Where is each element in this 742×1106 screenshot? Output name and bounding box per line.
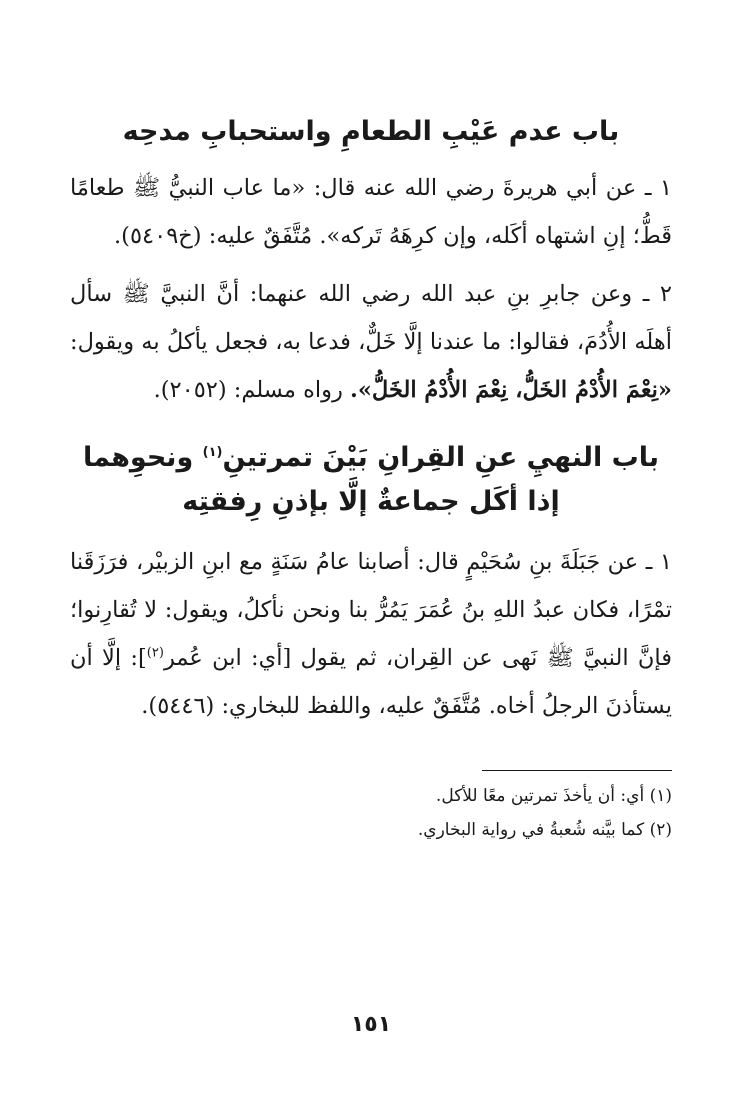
hadith-text: ٢ ـ وعن جابرِ بنِ عبد الله رضي الله عنهما: أنَّ النبيَّ ﷺ سأل أهلَه الأُدُمَ، فقالوا: ما عندنا إلَّا خَلٌّ، فدعا به، فجعل يأكلُ به ويقول: (70, 281, 672, 355)
footnote-item: (٢) كما بيَّنه شُعبةُ في رواية البخاري. (417, 820, 672, 840)
chapter-title-line: ونحوِهما (82, 442, 203, 473)
book-page (70, 100, 672, 847)
footnote-separator (482, 770, 672, 771)
hadith-quote: «نِعْمَ الأُدْمُ الخَلُّ، نِعْمَ الأُدْمُ الخَلُّ». (350, 377, 672, 403)
footnote-item: (١) أي: أن يأخذَ تمرتين معًا للأكل. (435, 786, 672, 806)
page-number: ١٥١ (350, 1012, 392, 1037)
hadith-source: رواه مسلم: (٢٠٥٢). (153, 377, 351, 403)
chapter-title-line: باب النهيِ عنِ القِرانِ بَيْنَ تمرتينِ (222, 442, 660, 473)
chapter-title-2 (70, 436, 672, 524)
hadith-paragraph (70, 270, 672, 414)
hadith-paragraph: ١ ـ عن أبي هريرةَ رضي الله عنه قال: «ما عاب النبيُّ ﷺ طعامًا قَطُّ؛ إنِ اشتهاه أكَله، وإن كرِهَهُ تَركه». مُتَّفَقٌ عليه: (خ٥٤٠٩). (70, 175, 672, 249)
chapter-title-line: إذا أكَل جماعةٌ إلَّا بإذنِ رِفقتِه (182, 486, 560, 517)
footnote-ref: (٢) (146, 645, 164, 661)
hadith-text: ]: إلَّا أن يستأذنَ الرجلُ أخاه. مُتَّفَقٌ عليه، واللفظ للبخاري: (٥٤٤٦). (70, 645, 672, 719)
chapter-title-1: باب عدم عَيْبِ الطعامِ واستحبابِ مدحِه (122, 116, 620, 147)
hadith-text: ١ ـ عن جَبَلَةَ بنِ سُحَيْمٍ قال: أصابنا عامُ سَنَةٍ مع ابنِ الزبيْر، فرَزَقَنا تمْرًا، فكان عبدُ اللهِ بنُ عُمَرَ يَمُرُّ بنا ونحن نأكلُ، ويقول: لا تُقارِنوا؛ فإنَّ النبيَّ ﷺ نَهى عن القِران، ثم يقول [أي: ابن عُمر (70, 549, 672, 671)
footnotes (70, 779, 672, 847)
hadith-paragraph (70, 538, 672, 730)
footnote-ref: (١) (202, 445, 223, 460)
